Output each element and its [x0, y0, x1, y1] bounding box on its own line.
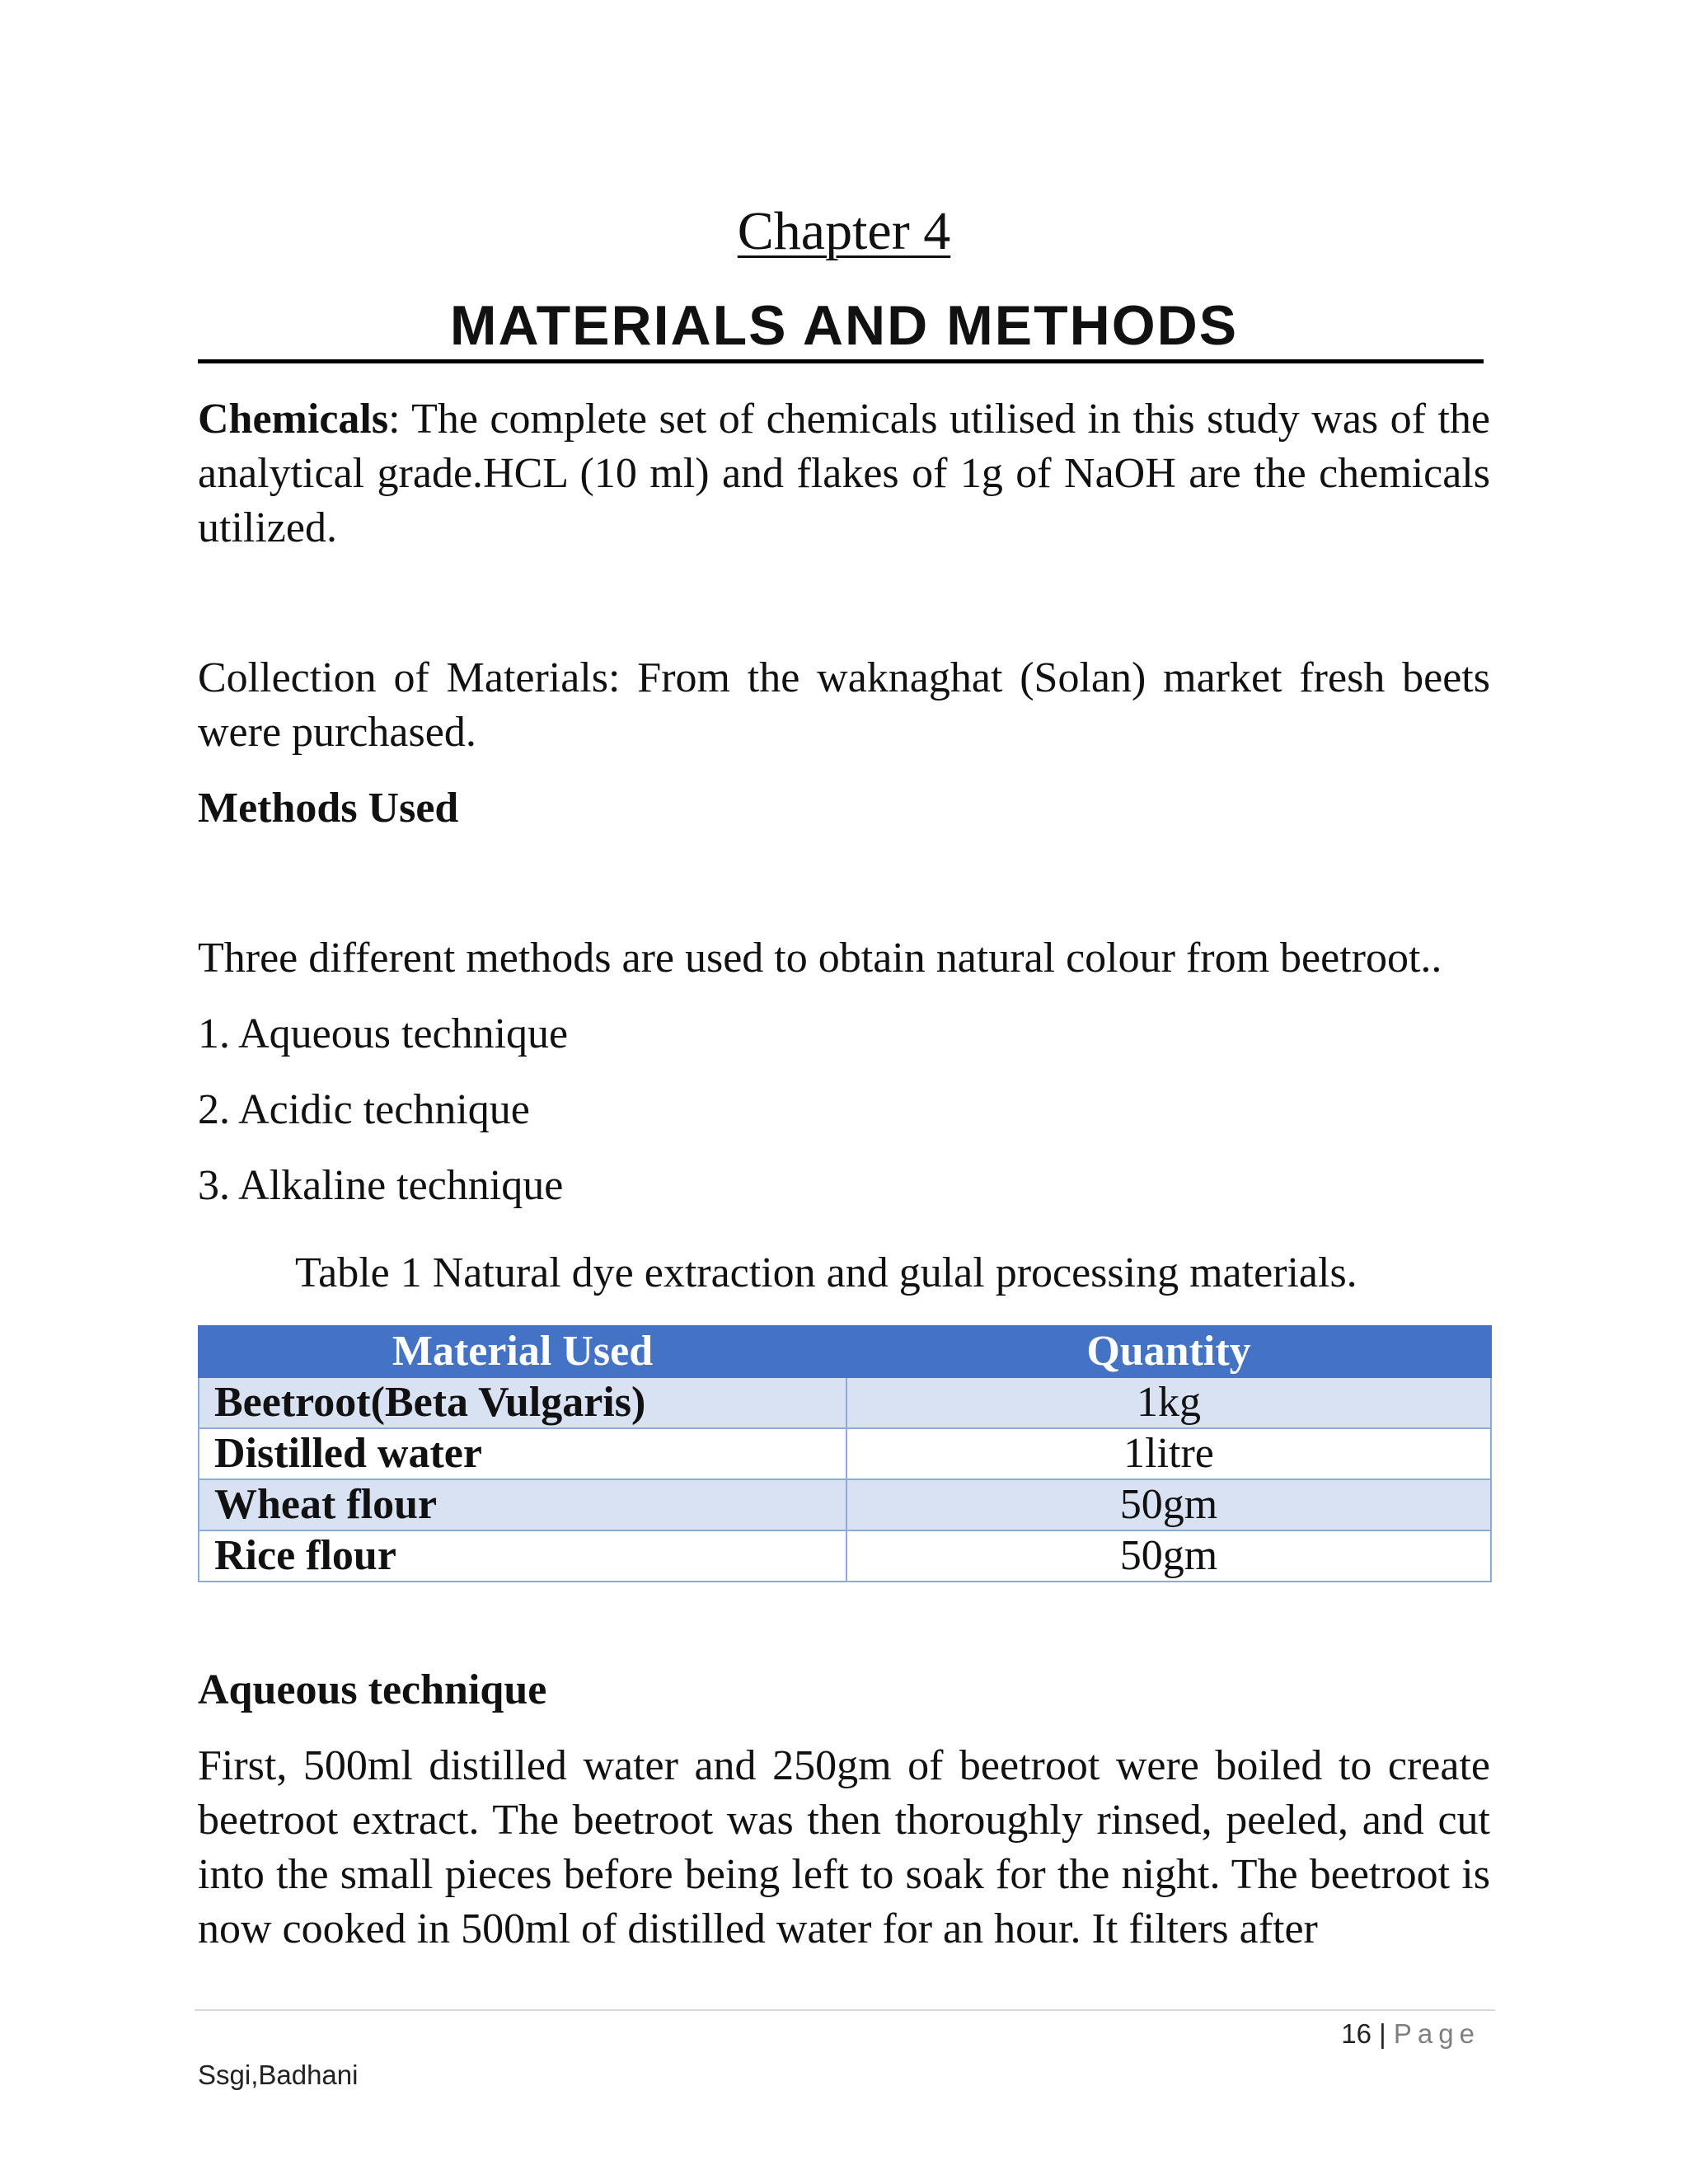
table-row: [199, 1530, 1491, 1582]
chemicals-text: : The complete set of chemicals utilised in this study was of the analytical grade.HCL (10 ml) and flakes of 1g of NaOH are the chemicals utilized.: [198, 396, 1490, 551]
footer-divider: [195, 2009, 1495, 2011]
methods-intro: Three different methods are used to obtain natural colour from beetroot..: [198, 935, 1442, 982]
page-number-separator: |: [1379, 2018, 1386, 2049]
quantity-cell: 1litre: [846, 1428, 1491, 1479]
column-header-quantity: Quantity: [846, 1326, 1491, 1377]
page-number-value: 16: [1341, 2018, 1372, 2049]
chemicals-paragraph: [198, 392, 1490, 555]
methods-heading: Methods Used: [198, 785, 459, 832]
quantity-cell: 1kg: [846, 1377, 1491, 1428]
table-row: [199, 1479, 1491, 1530]
table-caption: Table 1 Natural dye extraction and gulal processing materials.: [295, 1249, 1357, 1296]
material-cell: Distilled water: [199, 1428, 846, 1479]
chapter-heading: Chapter 4: [737, 201, 951, 261]
footer-institution: Ssgi,Badhani: [198, 2060, 359, 2090]
table-row: [199, 1428, 1491, 1479]
aqueous-paragraph: First, 500ml distilled water and 250gm of beetroot were boiled to create beetroot extract. The beetroot was then thoroughly rinsed, peeled, and cut into the small pieces before being left to soak for the night. The beetroot is now cooked in 500ml of distilled water for an hour. It filters after: [198, 1742, 1490, 1952]
page-number: [1341, 2016, 1480, 2052]
column-header-material: Material Used: [199, 1326, 846, 1377]
methods-list-item: 2. Acidic technique: [198, 1086, 530, 1133]
page-title: MATERIALS AND METHODS: [449, 294, 1239, 357]
table-header-row: [199, 1326, 1491, 1377]
title-underline: [198, 359, 1484, 363]
methods-list-item: 1. Aqueous technique: [198, 1010, 569, 1057]
quantity-cell: 50gm: [846, 1530, 1491, 1582]
page-label: Page: [1393, 2018, 1480, 2049]
table-row: [199, 1377, 1491, 1428]
quantity-cell: 50gm: [846, 1479, 1491, 1530]
materials-table: [198, 1325, 1492, 1582]
collection-paragraph: Collection of Materials: From the waknaghat (Solan) market fresh beets were purchased.: [198, 654, 1490, 756]
methods-list-item: 3. Alkaline technique: [198, 1162, 564, 1209]
material-cell: Beetroot(Beta Vulgaris): [199, 1377, 846, 1428]
material-cell: Rice flour: [199, 1530, 846, 1582]
aqueous-heading: Aqueous technique: [198, 1666, 547, 1713]
material-cell: Wheat flour: [199, 1479, 846, 1530]
chemicals-label: Chemicals: [198, 396, 389, 443]
